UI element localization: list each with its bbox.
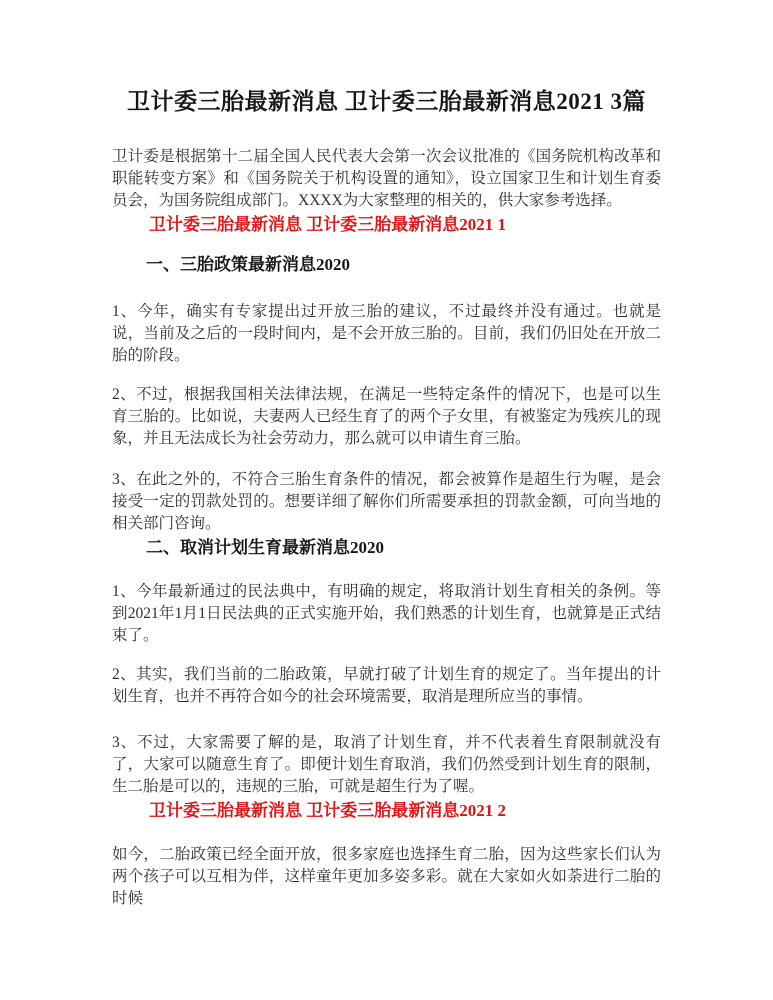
paragraph-section1-item3: 3、在此之外的，不符合三胎生育条件的情况，都会被算作是超生行为喔，是会接受一定的罚款处罚的。想要详细了解你们所需要承担的罚款金额，可向当地的相关部门咨询。	[112, 471, 661, 532]
red-section-heading-1: 卫计委三胎最新消息 卫计委三胎最新消息2021 1	[149, 215, 506, 234]
paragraph-section2-item2: 2、其实，我们当前的二胎政策，早就打破了计划生育的规定了。当年提出的计划生育，也并不再符合如今的社会环境需要，取消是理所应当的事情。	[112, 666, 661, 705]
red-section-heading-2: 卫计委三胎最新消息 卫计委三胎最新消息2021 2	[149, 801, 506, 820]
paragraph-section2-item1: 1、今年最新通过的民法典中，有明确的规定，将取消计划生育相关的条例。等到2021年1月1日民法典的正式实施开始，我们熟悉的计划生育，也就算是正式结束了。	[112, 583, 661, 644]
closing-paragraph: 如今，二胎政策已经全面开放，很多家庭也选择生育二胎，因为这些家长们认为两个孩子可以互相为伴，这样童年更加多姿多彩。就在大家如火如荼进行二胎的时候	[112, 846, 661, 907]
paragraph-section1-item1: 1、今年，确实有专家提出过开放三胎的建议，不过最终并没有通过。也就是说，当前及之后的一段时间内，是不会开放三胎的。目前，我们仍旧处在开放二胎的阶段。	[112, 303, 661, 364]
document-content	[112, 0, 661, 910]
paragraph-section1-item2: 2、不过，根据我国相关法律法规，在满足一些特定条件的情况下，也是可以生育三胎的。比如说，夫妻两人已经生育了的两个子女里，有被鉴定为残疾儿的现象，并且无法成长为社会劳动力，那么就可以申请生育三胎。	[112, 386, 661, 447]
document-title: 卫计委三胎最新消息 卫计委三胎最新消息2021 3篇	[127, 89, 646, 114]
sub-heading-two: 二、取消计划生育最新消息2020	[146, 538, 384, 557]
paragraph-section2-item3: 3、不过，大家需要了解的是，取消了计划生育，并不代表着生育限制就没有了，大家可以随意生育了。即便计划生育取消，我们仍然受到计划生育的限制，生二胎是可以的，违规的三胎，可就是超生行为了喔。	[112, 734, 661, 795]
sub-heading-one: 一、三胎政策最新消息2020	[146, 255, 350, 274]
intro-paragraph: 卫计委是根据第十二届全国人民代表大会第一次会议批准的《国务院机构改革和职能转变方案》和《国务院关于机构设置的通知》，设立国家卫生和计划生育委员会，为国务院组成部门。XXXX为大家整理的相关的，供大家参考选择。	[112, 148, 661, 209]
